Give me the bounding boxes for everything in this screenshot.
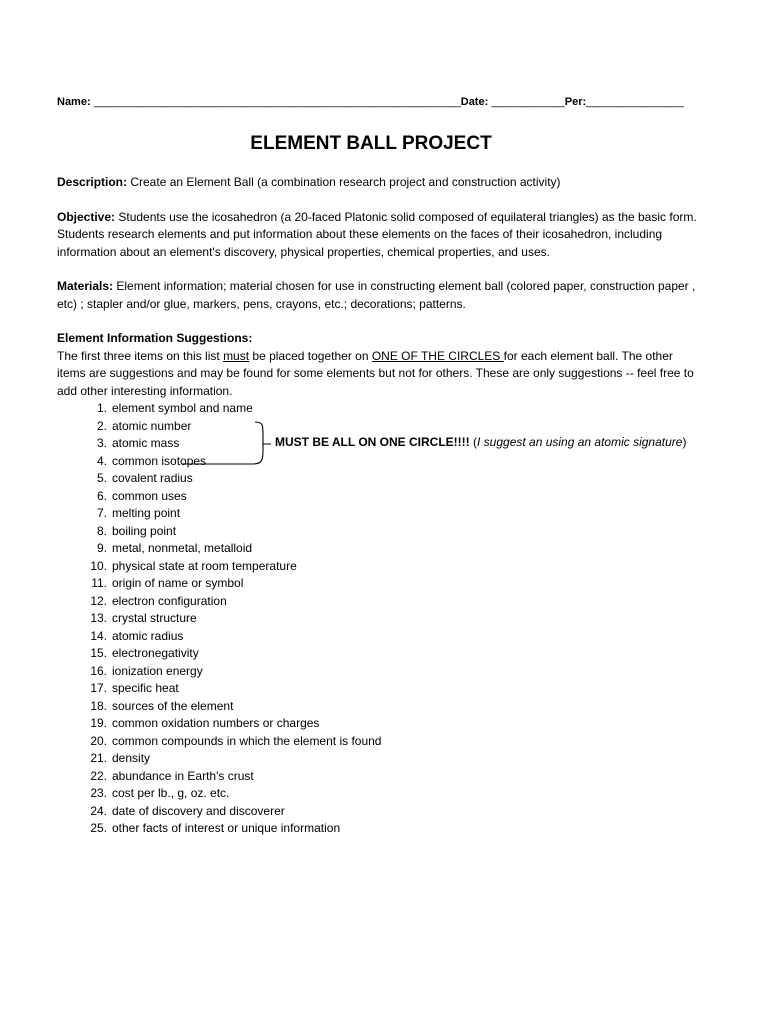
list-item-number: 7. bbox=[96, 506, 107, 520]
list-item-text: atomic number bbox=[112, 418, 192, 433]
list-item-number: 10. bbox=[90, 558, 107, 573]
name-blank[interactable]: ____________________________________________________________ bbox=[93, 96, 461, 108]
list-item-number: 22. bbox=[90, 768, 107, 783]
list-item-text: common uses bbox=[112, 488, 187, 503]
list-item-text: atomic mass bbox=[112, 436, 180, 450]
list-item-text: covalent radius bbox=[112, 471, 193, 485]
list-item-number: 20. bbox=[90, 733, 107, 748]
list-item-number: 24. bbox=[90, 803, 107, 818]
list-item-text: electronegativity bbox=[112, 646, 199, 660]
description-label: Description: bbox=[57, 175, 128, 189]
grouping-brace-icon bbox=[57, 95, 697, 895]
name-label: Name: bbox=[57, 96, 91, 108]
list-item-text: metal, nonmetal, metalloid bbox=[112, 541, 253, 555]
list-item-number: 23. bbox=[90, 786, 107, 800]
description-text: Create an Element Ball (a combination research project and construction activity) bbox=[127, 175, 561, 189]
list-item-number: 12. bbox=[90, 593, 107, 608]
list-item-number: 25. bbox=[90, 821, 107, 835]
list-item-number: 16. bbox=[90, 663, 107, 678]
suggestions-intro: The first three items on this list must be placed together on ONE OF THE CIRCLES for each element ball. The other items are suggestions and may be found for some elements but not for others. These are only suggestions -- feel free to add other interesting information. bbox=[57, 348, 694, 398]
list-item-number: 6. bbox=[96, 488, 107, 503]
list-item-text: origin of name or symbol bbox=[112, 576, 244, 590]
list-item-number: 1. bbox=[96, 401, 107, 415]
date-label: Date: bbox=[460, 96, 489, 108]
list-item-text: date of discovery and discoverer bbox=[112, 803, 285, 818]
list-item-text: density bbox=[112, 751, 151, 765]
objective-text: Students use the icosahedron (a 20-faced Platonic solid composed of equilateral triangles) as the basic form. Students research elements and put information about these elements on the faces of their icosahedron, including information about an element's discovery, physical properties, chemical properties, and uses. bbox=[57, 209, 697, 259]
date-blank[interactable]: ____________ bbox=[491, 96, 565, 108]
materials-label: Materials: bbox=[57, 279, 114, 293]
list-item-number: 21. bbox=[90, 751, 107, 765]
circle-note: MUST BE ALL ON ONE CIRCLE!!!! (I suggest an using an atomic signature) bbox=[275, 435, 687, 449]
list-item-text: common isotopes bbox=[112, 453, 207, 468]
list-item-number: 14. bbox=[90, 628, 107, 643]
one-circle-emphasis: ONE OF THE CIRCLES bbox=[371, 348, 504, 363]
list-item-number: 8. bbox=[96, 523, 107, 538]
list-item-text: specific heat bbox=[112, 681, 179, 695]
materials-text: Element information; material chosen for use in constructing element ball (colored paper, construction paper , etc) ; stapler and/or glue, markers, pens, crayons, etc.; decorations; patterns. bbox=[57, 279, 696, 311]
list-item-text: atomic radius bbox=[112, 628, 184, 643]
list-item-number: 15. bbox=[90, 646, 107, 660]
list-item-text: abundance in Earth's crust bbox=[112, 768, 254, 783]
period-blank[interactable]: ________________ bbox=[586, 96, 685, 108]
list-item-text: element symbol and name bbox=[112, 401, 253, 415]
list-item-text: melting point bbox=[112, 506, 181, 520]
list-item-text: electron configuration bbox=[112, 593, 227, 608]
list-item-number: 11. bbox=[91, 576, 107, 590]
list-item-number: 17. bbox=[90, 681, 107, 695]
must-emphasis: must bbox=[223, 348, 250, 363]
list-item-text: cost per lb., g, oz. etc. bbox=[112, 786, 230, 800]
list-item-number: 19. bbox=[90, 716, 107, 730]
list-item-text: other facts of interest or unique information bbox=[112, 821, 341, 835]
objective-label: Objective: bbox=[57, 209, 116, 224]
worksheet-page bbox=[57, 95, 697, 838]
list-item-text: sources of the element bbox=[112, 698, 234, 713]
list-item-text: common compounds in which the element is found bbox=[112, 733, 382, 748]
list-item-text: crystal structure bbox=[112, 611, 197, 625]
period-label: Per: bbox=[564, 96, 587, 108]
list-item-number: 9. bbox=[96, 541, 107, 555]
suggestions-heading: Element Information Suggestions: bbox=[57, 331, 253, 345]
list-item-number: 5. bbox=[96, 471, 107, 485]
list-item-text: physical state at room temperature bbox=[112, 558, 297, 573]
list-item-number: 2. bbox=[96, 418, 107, 433]
list-item-number: 18. bbox=[90, 698, 107, 713]
list-item-text: ionization energy bbox=[112, 663, 203, 678]
list-item-number: 13. bbox=[90, 611, 107, 625]
list-item-number: 3. bbox=[96, 436, 107, 450]
list-item-number: 4. bbox=[96, 453, 107, 468]
page-title: ELEMENT BALL PROJECT bbox=[250, 133, 492, 154]
list-item-text: common oxidation numbers or charges bbox=[112, 716, 320, 730]
list-item-text: boiling point bbox=[112, 523, 177, 538]
